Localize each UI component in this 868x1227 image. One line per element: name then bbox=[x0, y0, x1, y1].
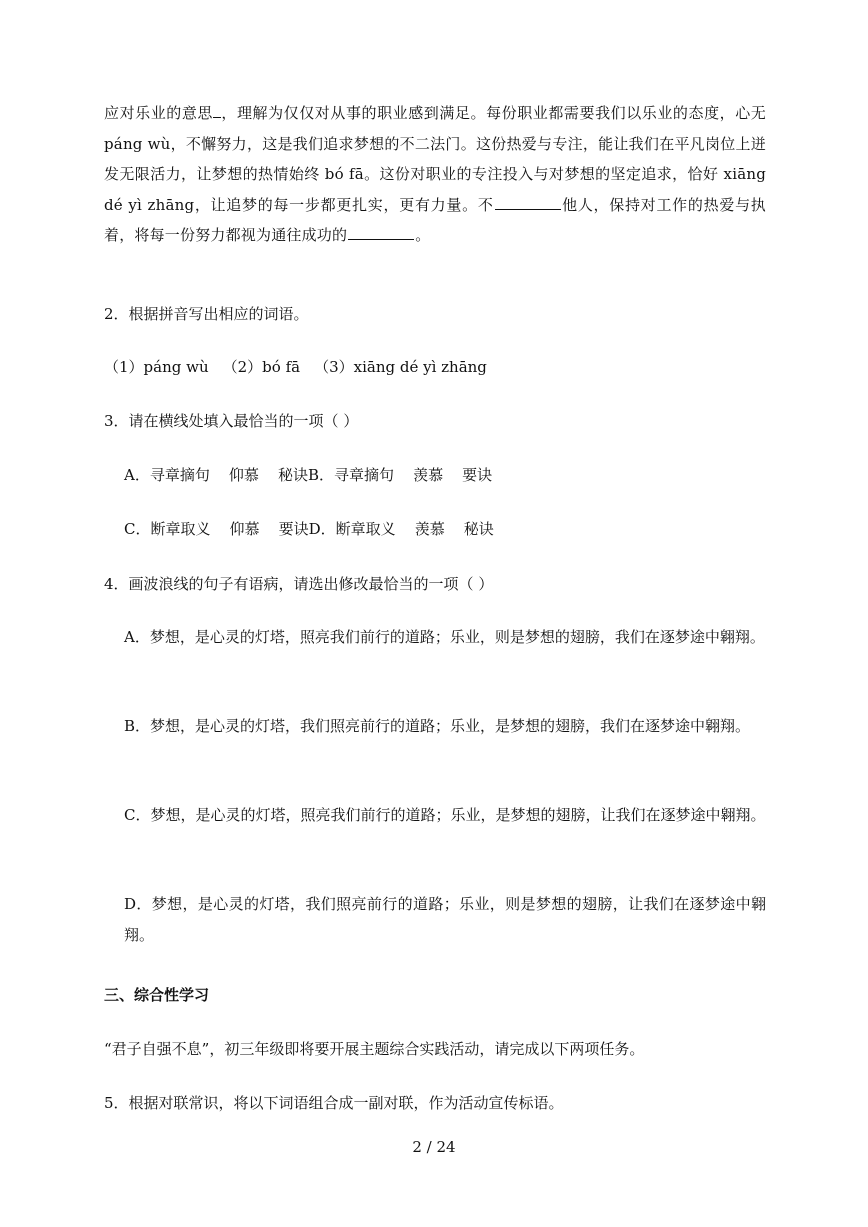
question-4-stem: 4．画波浪线的句子有语病，请选出修改最恰当的一项（ ） bbox=[104, 575, 494, 593]
passage-segment-4: 。 bbox=[415, 226, 431, 244]
question-3-options-row-1 bbox=[124, 464, 492, 486]
q3-option-d: D．断章取义 羡慕 秘诀 bbox=[308, 520, 494, 538]
passage-paragraph bbox=[104, 98, 766, 251]
q4-option-a: A．梦想，是心灵的灯塔，照亮我们前行的道路；乐业，则是梦想的翅膀，我们在逐梦途中翱翔。 bbox=[124, 628, 765, 646]
q4-option-c: C．梦想，是心灵的灯塔，照亮我们前行的道路；乐业，是梦想的翅膀，让我们在逐梦途中翱翔。 bbox=[124, 806, 766, 824]
section-3-title: 三、综合性学习 bbox=[104, 986, 210, 1004]
question-3-stem: 3．请在横线处填入最恰当的一项（ ） bbox=[104, 412, 359, 430]
page-number: 2 / 24 bbox=[412, 1138, 456, 1156]
question-3-options-row-2 bbox=[124, 518, 494, 540]
q2-item-1: （1）páng wù bbox=[104, 358, 209, 376]
fill-blank-1 bbox=[213, 102, 221, 118]
q4-option-b: B．梦想，是心灵的灯塔，我们照亮前行的道路；乐业，是梦想的翅膀，我们在逐梦途中翱翔。 bbox=[124, 717, 751, 735]
question-5-stem: 5．根据对联常识，将以下词语组合成一副对联，作为活动宣传标语。 bbox=[104, 1094, 564, 1112]
passage-segment-1: 应对乐业的意思 bbox=[104, 104, 213, 122]
fill-blank-3 bbox=[348, 224, 414, 240]
section-3-intro: “君子自强不息”，初三年级即将要开展主题综合实践活动，请完成以下两项任务。 bbox=[104, 1040, 645, 1058]
q2-item-3: （3）xiāng dé yì zhāng bbox=[314, 358, 487, 376]
fill-blank-2 bbox=[495, 194, 561, 210]
passage-segment-2: ，理解为仅仅对从事的职业感到满足。每份职业都需要我们以乐业的态度，心无 páng wù，不懈努力，这是我们追求梦想的不二法门。这份热爱与专注，能让我们在平凡岗位上迸发无限活力，让梦想的热情始终 bó fā。这份对职业的专注投入与对梦想的坚定追求，恰好 xiāng dé yì zhāng，让追梦的每一步都更扎实，更有力量。不 bbox=[104, 104, 766, 214]
question-2-stem: 2．根据拼音写出相应的词语。 bbox=[104, 305, 309, 323]
q2-item-2: （2）bó fā bbox=[222, 358, 301, 376]
question-2-items bbox=[104, 356, 487, 378]
q3-option-a: A．寻章摘句 仰慕 秘诀 bbox=[124, 466, 308, 484]
q4-option-d: D．梦想，是心灵的灯塔，我们照亮前行的道路；乐业，则是梦想的翅膀，让我们在逐梦途中翱翔。 bbox=[124, 895, 766, 944]
q3-option-c: C．断章取义 仰慕 要诀 bbox=[124, 520, 309, 538]
passage-segment-3: 他人，保持对工作的热爱与执着，将每一份努力都视为通往成功的 bbox=[104, 195, 766, 244]
q3-option-b: B．寻章摘句 羡慕 要诀 bbox=[307, 466, 493, 484]
